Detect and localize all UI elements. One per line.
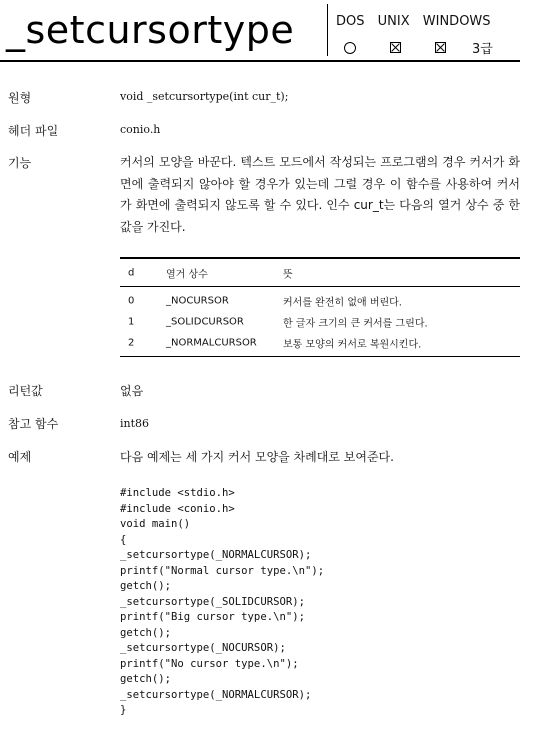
table-cell: 커서를 완전히 없애 버린다. [283,297,402,308]
table-row [120,311,520,332]
header-rule [0,60,520,62]
function-description: 커서의 모양을 바꾼다. 텍스트 모드에서 작성되는 프로그램의 경우 커서가 화면에 출력되지 않아야 할 경우가 있는데 그럴 경우 이 함수를 사용하여 커서가 화면에 출력되지 않도록 할 수 있다. 인수 cur_t는 다음의 열거 상수 중 한 값을 가진다. [120,155,520,234]
header-file-label: 헤더 파일 [8,124,59,138]
table-cell: _NOCURSOR [166,295,229,306]
prototype-label: 원형 [8,91,32,105]
table-cell: 한 글자 크기의 큰 커서를 그린다. [283,318,428,329]
cursor-type-table [120,257,520,357]
see-also-value: int86 [120,417,150,430]
header-divider [327,4,328,56]
example-label: 예제 [8,450,32,464]
example-description: 다음 예제는 세 가지 커서 모양을 차례대로 보여준다. [120,450,394,464]
prototype-value: void _setcursortype(int cur_t); [120,90,289,103]
function-label: 기능 [8,156,32,170]
function-title: _setcursortype [6,8,295,52]
table-cell: _SOLIDCURSOR [166,316,244,327]
table-cell: 1 [128,316,135,327]
platform-windows: WINDOWS [422,14,491,29]
platform-dos: DOS [336,14,365,29]
table-header-cell: d [128,267,135,278]
table-header-cell: 뜻 [283,269,293,280]
grade-label: 3급 [472,42,493,57]
table-cell: 보통 모양의 커서로 복원시킨다. [283,339,422,350]
table-cell: _NORMALCURSOR [166,337,257,348]
return-value-label: 리턴값 [8,384,43,398]
unsupported-box-x-icon [435,42,446,53]
see-also-label: 참고 함수 [8,417,59,431]
table-header-cell: 열거 상수 [166,269,208,280]
table-header-row [120,259,520,286]
header-file-value: conio.h [120,123,161,136]
platform-list [336,14,500,29]
table-bottom-rule [120,356,520,357]
table-cell: 0 [128,295,135,306]
page-header [0,0,534,62]
table-row [120,290,520,311]
example-code: #include <stdio.h> #include <conio.h> void main() { _setcursortype(_NORMALCURSOR); printf("Normal cursor type.\n"); getch(); _setcursortype(_SOLIDCURSOR); printf("Big cursor type.\n"); getch(); _setcursortype(_NOCURSOR); printf("No cursor type.\n"); getch(); _setcursortype(_NORMALCURSOR); } [120,487,325,716]
unsupported-box-x-icon [390,42,401,53]
platform-unix: UNIX [377,14,410,29]
return-value: 없음 [120,384,144,398]
support-marks [336,38,493,57]
supported-circle-icon [344,42,356,54]
table-cell: 2 [128,337,135,348]
table-row [120,332,520,353]
